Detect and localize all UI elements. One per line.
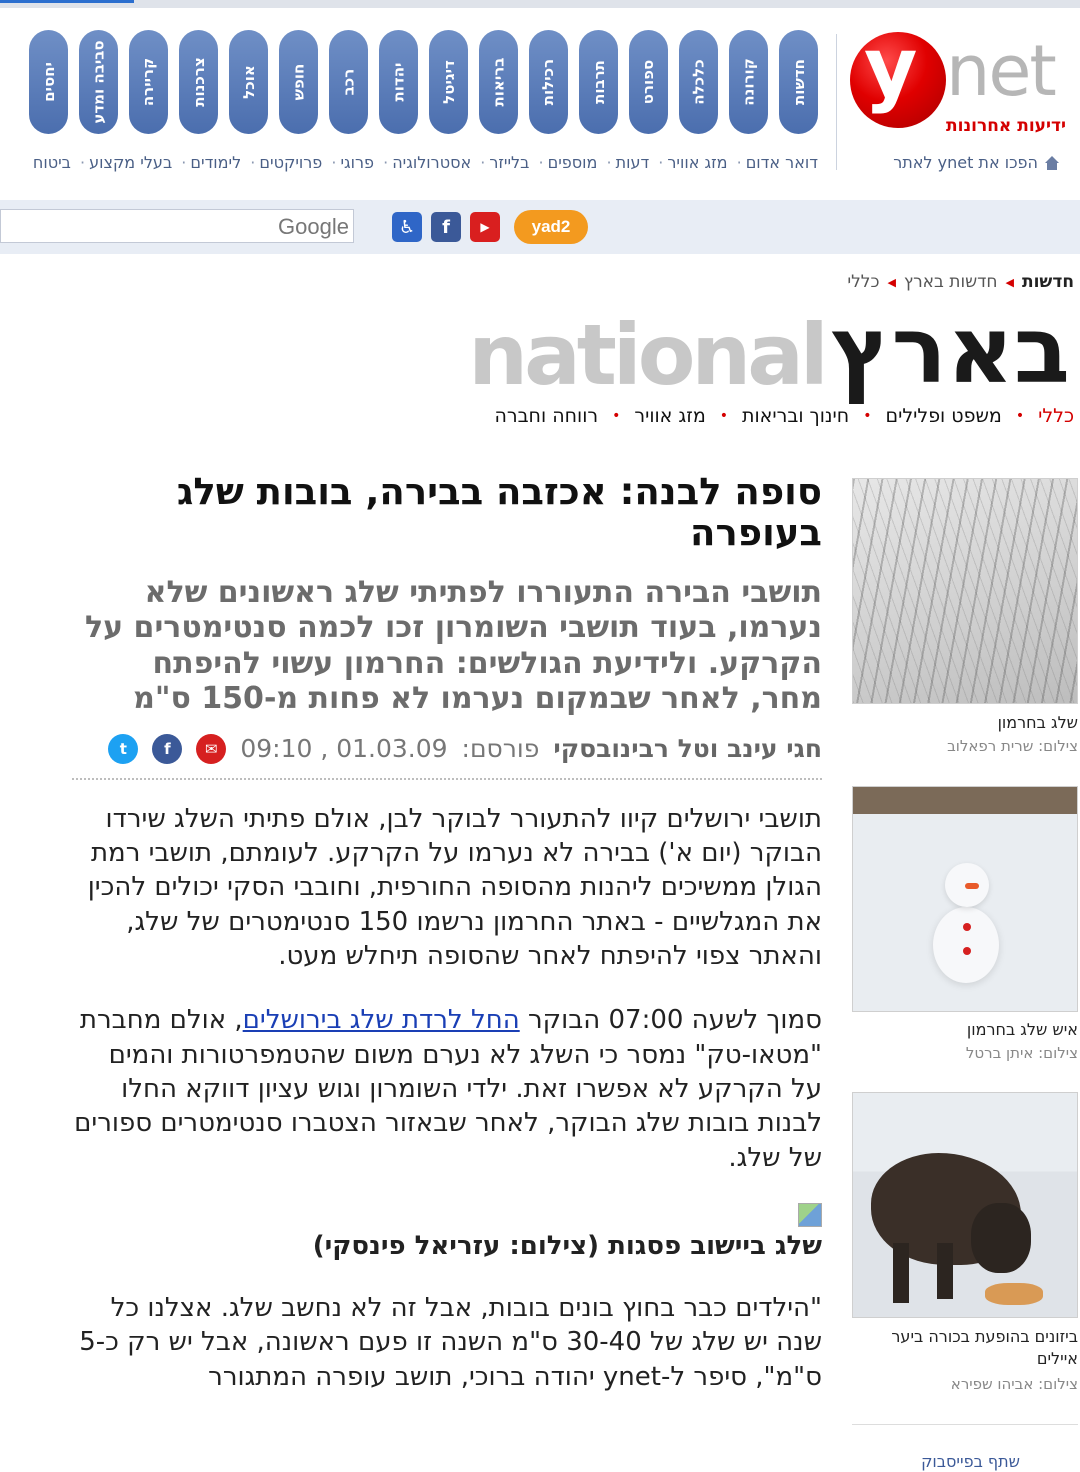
sublink[interactable]: מזג אוויר <box>667 153 728 172</box>
section-pill[interactable]: קורונה <box>729 30 768 134</box>
breadcrumb-item[interactable]: חדשות בארץ <box>903 272 998 292</box>
snowman-body <box>933 907 999 983</box>
section-pill[interactable]: קריירה <box>129 30 168 134</box>
breadcrumb-arrow-icon: ◀ <box>1005 275 1014 289</box>
category-item[interactable]: משפט ופלילים <box>885 405 1002 427</box>
logo-tagline: ידיעות אחרונות <box>946 116 1066 136</box>
home-icon <box>1044 156 1060 170</box>
section-pill[interactable]: כלכלה <box>679 30 718 134</box>
make-homepage-label: הפכו את ynet לאתר <box>893 153 1038 172</box>
bison-head <box>971 1203 1031 1273</box>
section-banner <box>468 297 1070 404</box>
section-pill[interactable]: יחסים <box>29 30 68 134</box>
broken-image-icon <box>798 1203 822 1227</box>
article-authors: חגי עינב וטל רבינובסקי <box>553 734 822 764</box>
twitter-icon[interactable]: t <box>108 734 138 764</box>
secondary-links: דואר אדום· מזג אוויר· דעות· מוספים· בלייזר· אסטרולוגיה· פרוגי· פרויקטים· לימודים· בעלי מקצוע· ביטוח <box>32 153 818 172</box>
sidebar-divider <box>852 1424 1078 1425</box>
snowman-button <box>963 923 971 931</box>
banner-baaretz: בארץ <box>830 297 1070 404</box>
category-item[interactable]: חינוך ובריאות <box>742 405 850 427</box>
photo-caption: שלג בחרמון <box>997 713 1078 732</box>
sublink[interactable]: דעות <box>615 153 650 172</box>
nav-separator: • <box>1015 408 1025 424</box>
article-paragraph: "הילדים כבר בחוץ בונים בובות, אבל זה לא נחשב שלג. אצלנו כל שנה יש שלג של 30-40 ס"מ השנה זו פעם ראשונה, אבל יש רק כ-5 ס"מ", סיפר ל-ynet יהודה ברוכי, תושב עופרה המתגורר <box>79 1292 822 1392</box>
bison-food <box>985 1283 1043 1305</box>
sublink[interactable]: לימודים <box>190 153 242 172</box>
category-item[interactable]: מזג אוויר <box>634 405 706 427</box>
photo-credit: צילום: שרית רפאלוב <box>947 737 1078 755</box>
breadcrumb-item[interactable]: חדשות <box>1021 272 1074 292</box>
banner-national: national <box>468 306 825 404</box>
yad2-button[interactable]: yad2 <box>514 210 588 244</box>
snowman-nose <box>965 883 979 889</box>
accessibility-icon[interactable]: ♿ <box>392 212 422 242</box>
bison-photo[interactable] <box>852 1092 1078 1318</box>
photo-caption: איש שלג בחרמון <box>966 1020 1078 1039</box>
article-paragraph: תושבי ירושלים קיוו להתעורר לבוקר לבן, אולם פתיתי השלג שירדו הבוקר (יום א') בבירה לא נערמו על הקרקע. לעומתם, תושבי רמת הגולן ממשיכים ליהנות מהסופה החורפית, וחובבי הסקי יכולים להכין את המגלשיים - באתר החרמון נרשמו 150 סנטימטרים של שלג, והאתר צפוי להיפתח לאחר שהסופה תיחלש מעט. <box>87 803 822 971</box>
logo-word: net <box>946 30 1055 112</box>
section-pill[interactable]: ספורט <box>629 30 668 134</box>
category-item[interactable]: רווחה וחברה <box>494 405 599 427</box>
section-pill[interactable]: חדשות <box>779 30 818 134</box>
share-facebook-link[interactable]: שתף בפייסבוק <box>921 1452 1020 1471</box>
published-date: 09:10 , 01.03.09 <box>240 734 448 764</box>
breadcrumb <box>847 272 1074 292</box>
section-pill[interactable]: רכב <box>329 30 368 134</box>
article-headline: סופה לבנה: אכזבה בבירה, בובות שלג בעופרה <box>176 470 822 554</box>
breadcrumb-arrow-icon: ◀ <box>887 275 896 289</box>
snowman-button <box>963 947 971 955</box>
sublink[interactable]: אסטרולוגיה <box>392 153 472 172</box>
paragraph-text: , אולם מחברת "מטאו-טק" נמסר כי השלג לא נערם משום שהטמפרטורות והמים על הקרקע לא אפשרו זאת. ילדי השומרון וגוש עציון דווקא החלו לבנות בובות שלג הבוקר, לאחר שבאזור הצטברו סנטימטרים ספורים של שלג. <box>74 1005 822 1173</box>
sublink[interactable]: בלייזר <box>489 153 530 172</box>
sublink[interactable]: ביטוח <box>32 153 71 172</box>
hermon-snow-photo[interactable] <box>852 478 1078 704</box>
header-divider <box>836 34 837 170</box>
section-pill[interactable]: יהדות <box>379 30 418 134</box>
nav-separator: • <box>612 408 621 424</box>
photo-caption: ביזונים בהופעת בכורה ביער איילים <box>891 1327 1078 1369</box>
article-image <box>72 1203 822 1227</box>
sublink[interactable]: דואר אדום <box>745 153 818 172</box>
snow-jerusalem-link[interactable]: החל לרדת שלג בירושלים <box>242 1005 520 1036</box>
nav-separator: • <box>719 408 729 424</box>
sublink[interactable]: בעלי מקצוע <box>89 153 173 172</box>
nav-separator: • <box>863 408 872 424</box>
sections-nav <box>29 30 818 136</box>
ynet-logo[interactable] <box>848 21 1070 144</box>
section-pill[interactable]: סביבה ומדע <box>79 30 118 134</box>
youtube-icon[interactable]: ▶ <box>470 212 500 242</box>
published-label: פורסם: <box>461 734 540 764</box>
section-pill[interactable]: דיגיטל <box>429 30 468 134</box>
make-homepage-link[interactable] <box>893 153 1060 172</box>
facebook-share-icon[interactable]: f <box>152 734 182 764</box>
image-caption: שלג ביישוב פסגות (צילום: עזריאל פינסקי) <box>312 1230 822 1261</box>
mail-icon[interactable]: ✉ <box>196 734 226 764</box>
facebook-icon[interactable]: f <box>431 212 461 242</box>
snowman-photo[interactable] <box>852 786 1078 1012</box>
photo-credit: צילום: איתן ברטל <box>965 1044 1078 1062</box>
article <box>72 472 822 1394</box>
article-paragraph <box>72 1003 822 1175</box>
section-pill[interactable]: חופש <box>279 30 318 134</box>
photo-credit: צילום: אביהו שפירא <box>950 1375 1078 1393</box>
section-pill[interactable]: צרכנות <box>179 30 218 134</box>
paragraph-text: סמוך לשעה 07:00 הבוקר <box>519 1005 822 1036</box>
bison-leg <box>937 1243 953 1299</box>
breadcrumb-item[interactable]: כללי <box>847 272 880 292</box>
category-nav <box>494 405 1074 427</box>
top-bar-accent <box>0 0 134 3</box>
bison-leg <box>893 1243 909 1303</box>
sublink[interactable]: מוספים <box>547 153 598 172</box>
google-logo: Google <box>278 214 349 239</box>
article-subhead: תושבי הבירה התעוררו לפתיתי שלג ראשונים שלא נערמו, בעוד תושבי השומרון זכו לכמה סנטימטרים על הקרקע. ולידיעת הגולשים: החרמון עשוי להיפתח מחר, לאחר שבמקום נערמו לא פחות מ-150 ס"מ <box>84 575 822 716</box>
google-search-input[interactable] <box>0 209 354 243</box>
section-pill[interactable]: אוכל <box>229 30 268 134</box>
category-item-general[interactable]: כללי <box>1038 405 1074 427</box>
logo-letter: y <box>864 21 918 116</box>
byline-divider <box>72 778 822 780</box>
sublink[interactable]: פרויקטים <box>259 153 323 172</box>
top-bar <box>0 0 1080 8</box>
sublink[interactable]: פרוגי <box>340 153 375 172</box>
section-pill[interactable]: תרבות <box>579 30 618 134</box>
section-pill[interactable]: רכילות <box>529 30 568 134</box>
section-pill[interactable]: בריאות <box>479 30 518 134</box>
byline <box>72 732 822 766</box>
